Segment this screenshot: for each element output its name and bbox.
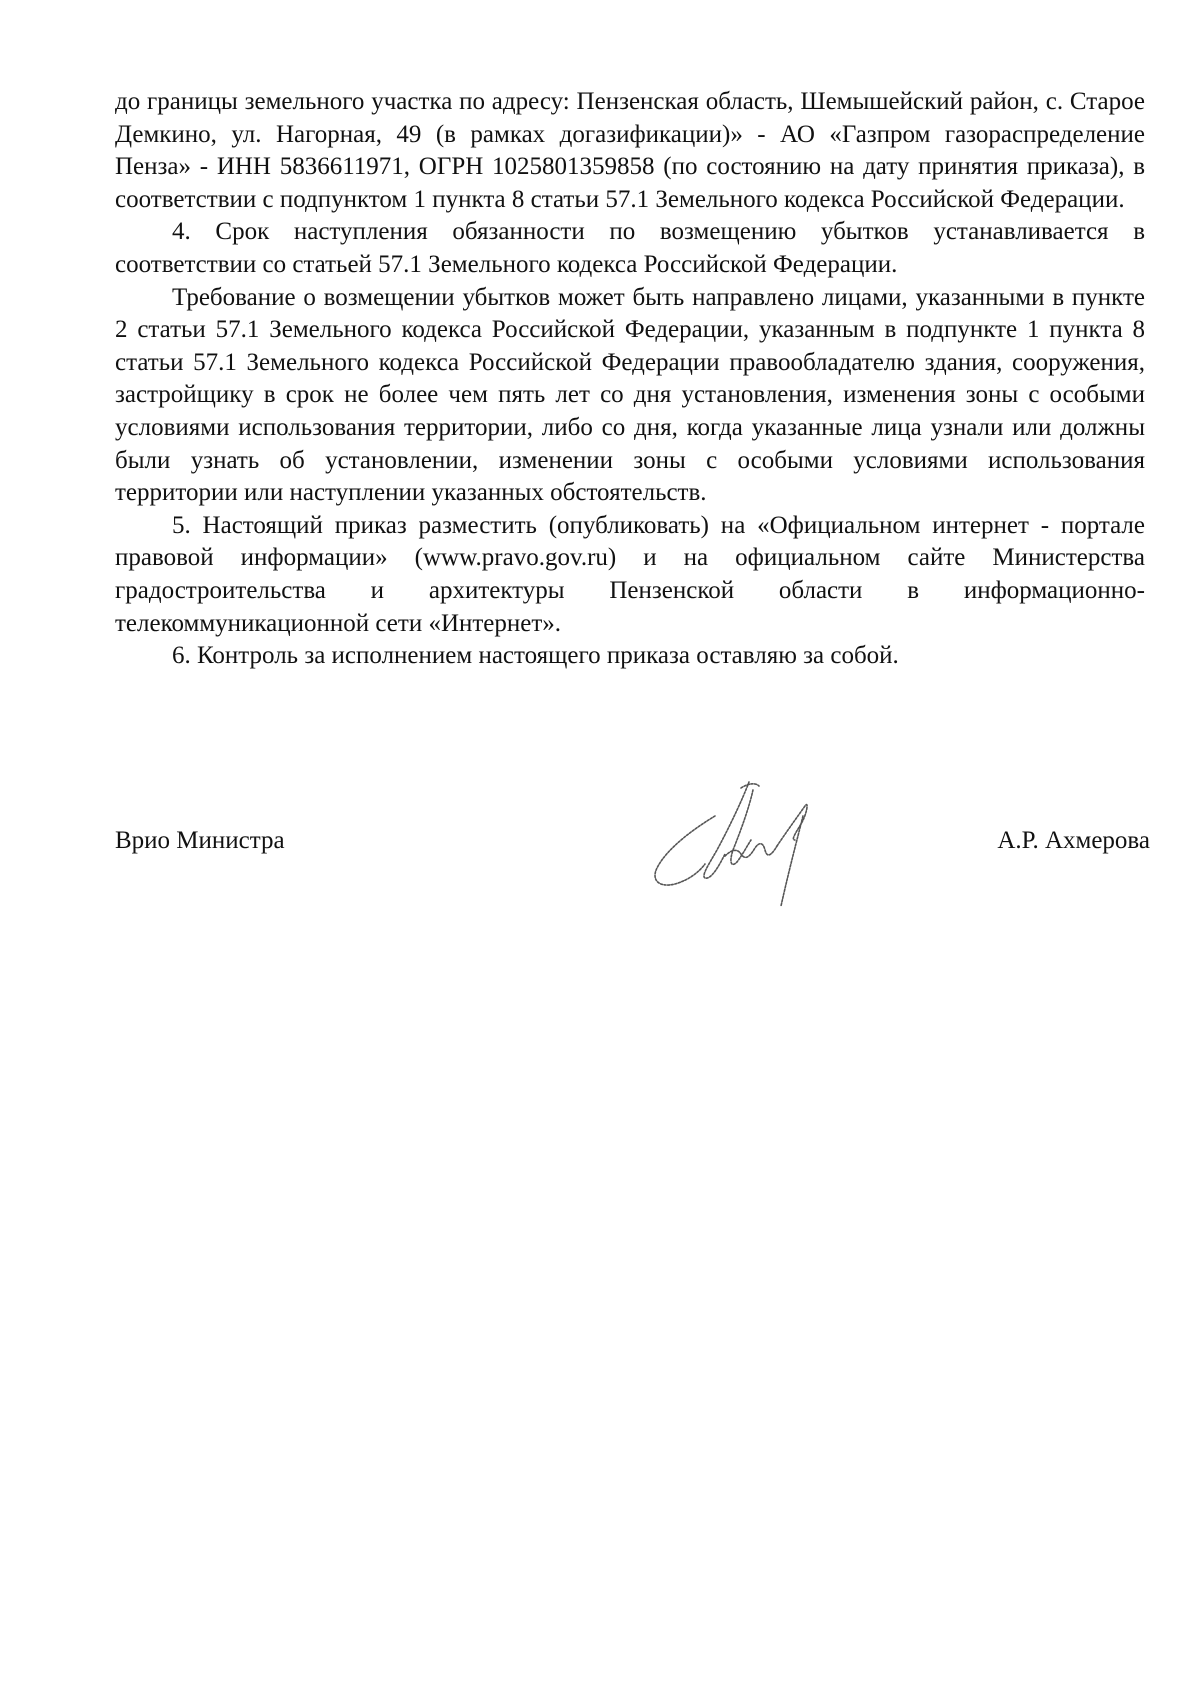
paragraph-item-4: 4. Срок наступления обязанности по возмещению убытков устанавливается в соответствии со статьей 57.1 Земельного кодекса Российской Федерации. [115, 218, 1145, 278]
paragraph-item-5: 5. Настоящий приказ разместить (опубликовать) на «Официальном интернет - портале правовой информации» (www.pravo.gov.ru) и на официальном сайте Министерства градостроительства и архитектуры Пензенской области в информационно-телекоммуникационной сети «Интернет». [115, 511, 1145, 637]
paragraph-item-6: 6. Контроль за исполнением настоящего приказа оставляю за собой. [172, 642, 899, 670]
document-body [115, 86, 1145, 673]
signatory-position: Врио Министра [115, 827, 285, 854]
signatory-name: А.Р. Ахмерова [997, 827, 1150, 854]
paragraph-continuation: до границы земельного участка по адресу: Пензенская область, Шемышейский район, с. Старое Демкино, ул. Нагорная, 49 (в рамках догазификации)» - АО «Газпром газораспределение Пенза» - ИНН 5836611971, ОГРН 1025801359858 (по состоянию на дату принятия приказа), в соответствии с подпунктом 1 пункта 8 статьи 57.1 Земельного кодекса Российской Федерации. [115, 88, 1145, 213]
handwritten-signature [645, 780, 835, 910]
signature-block [115, 780, 1150, 920]
paragraph-damages-claim: Требование о возмещении убытков может быть направлено лицами, указанными в пункте 2 статьи 57.1 Земельного кодекса Российской Федерации, указанным в подпункте 1 пункта 8 статьи 57.1 Земельного кодекса Российской Федерации правообладателю здания, сооружения, застройщику в срок не более чем пять лет со дня установления, изменения зоны с особыми условиями использования территории, либо со дня, когда указанные лица узнали или должны были узнать об установлении, изменении зоны с особыми условиями использования территории или наступлении указанных обстоятельств. [115, 283, 1145, 507]
